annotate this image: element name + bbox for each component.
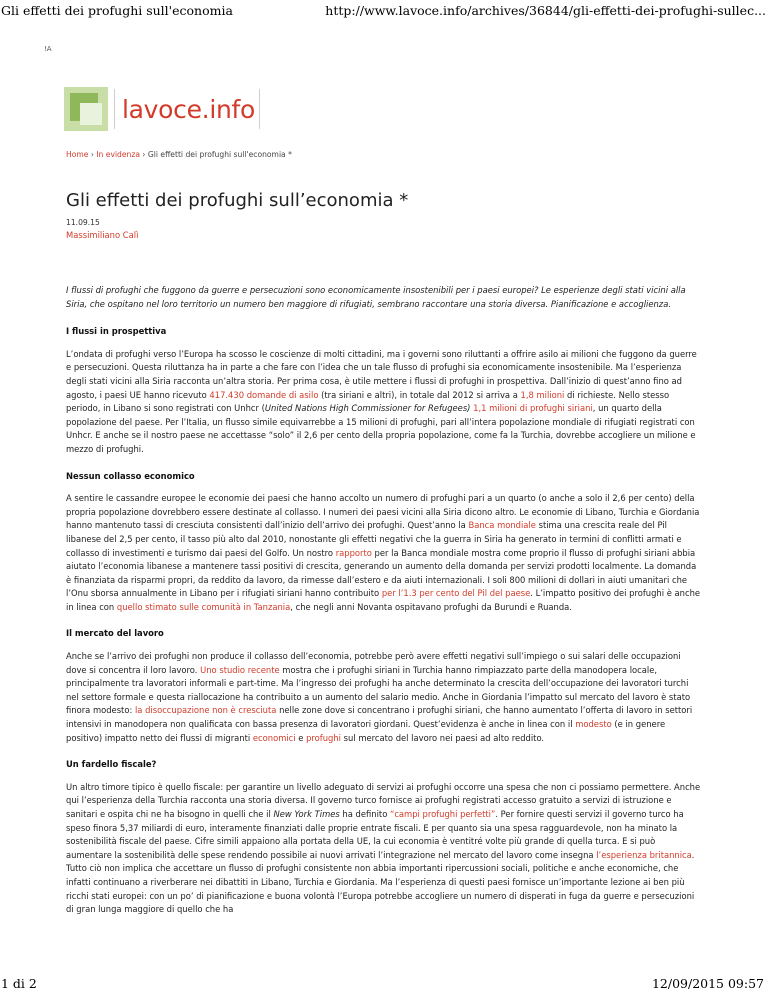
breadcrumb xyxy=(66,150,292,159)
inline-link[interactable]: l’esperienza britannica xyxy=(596,849,692,860)
logo-text: lavoce.info xyxy=(122,94,256,124)
inline-link[interactable]: quello stimato sulle comunità in Tanzania xyxy=(116,601,291,612)
section-heading: Un fardello fiscale? xyxy=(66,759,157,770)
paragraph: Un altro timore tipico è quello fiscale: per garantire un livello adeguato di servizi ai profughi occorre una spesa che non ci possiamo permettere. Anche qui l’esperienza della Turchia racconta una storia diversa. Il governo turco fornisce ai profughi registrati accesso gratuito a servizi di istruzione e sanitari e ospita chi ne ha bisogno in quelli che il New York Times ha definito “campi profughi perfetti”. Per fornire questi servizi il governo turco ha speso finora 5,37 miliardi di euro, interamente finanziati dalle proprie entrate fiscali. E per quanto sia una spesa ragguardevole, non ha minato la sostenibilità fiscale del paese. Cifre simili appaiono alla portata della UE, la cui economia è ventitré volte più grande di quella turca. E si può aumentare la sostenibilità delle spese rendendo possibile ai nuovi arrivati l’integrazione nel mercato del lavoro come insegna l’esperienza britannica. Tutto ciò non implica che accettare un flusso di profughi consistente non abbia importanti ripercussioni sociali, politiche e anche economiche, che infatti continuano a riverberare nei dibattiti in Libano, Turchia e Giordania. Ma l’esperienza di questi paesi fornisce un’importante lezione ai ben più ricchi stati europei: con un po’ di pianificazione e buona volontà l’Europa potrebbe accogliere un numero di disperati in fuga da guerre e persecuzioni di gran lunga maggiore di quello che ha xyxy=(66,781,701,915)
section-heading: I flussi in prospettiva xyxy=(66,326,167,337)
inline-link[interactable]: modesto xyxy=(575,719,612,730)
print-footer xyxy=(0,974,768,994)
article-title: Gli effetti dei profughi sull’economia * xyxy=(66,190,409,211)
inline-link[interactable]: economici xyxy=(252,732,296,743)
breadcrumb-separator: › xyxy=(88,150,97,159)
lavoce-logo-icon xyxy=(64,87,108,131)
inline-link[interactable]: per l’1.3 per cento del Pil del paese xyxy=(381,588,531,599)
inline-link[interactable]: profughi xyxy=(306,732,342,743)
article-lead: I flussi di profughi che fuggono da guerre e persecuzioni sono economicamente insostenibili per i paesi europei? Le esperienze degli stati vicini alla Siria, che ospitano nel loro territorio un numero ben maggiore di rifugiati, sembrano raccontare una storia diversa. Pianificazione e accoglienza. xyxy=(66,285,686,309)
paragraph: Anche se l’arrivo dei profughi non produce il collasso dell’economia, potrebbe però avere effetti negativi sull’impiego o sui salari delle occupazioni dove si concentra il loro lavoro. Uno studio recente mostra che i profughi siriani in Turchia hanno rimpiazzato parte della manodopera locale, principalmente tra lavoratori informali e part-time. Ma l’ingresso dei profughi ha anche determinato la crescita dell’occupazione dei lavoratori turchi nel settore formale e questa riallocazione ha contribuito a un aumento del salario medio. Anche in Giordania l’impatto sul mercato del lavoro è stato finora modesto: la disoccupazione non è cresciuta nelle zone dove si concentrano i profughi siriani, che hanno aumentato l’offerta di lavoro in settori intensivi in manodopera non qualificata con bassa presenza di lavoratori giordani. Quest’evidenza è anche in linea con il modesto (e in genere positivo) impatto netto dei flussi di migranti economici e profughi sul mercato del lavoro nei paesi ad alto reddito. xyxy=(66,651,693,743)
inline-link[interactable]: 417.430 domande di asilo xyxy=(209,389,319,400)
print-header xyxy=(0,0,768,22)
inline-link[interactable]: rapporto xyxy=(335,547,372,558)
inline-link[interactable]: Banca mondiale xyxy=(468,520,536,531)
print-header-title: Gli effetti dei profughi sull'economia xyxy=(1,3,233,18)
inline-link[interactable]: “campi profughi perfetti” xyxy=(389,809,496,819)
breadcrumb-current: Gli effetti dei profughi sull'economia * xyxy=(147,150,292,159)
section-heading: Il mercato del lavoro xyxy=(66,628,164,639)
breadcrumb-home-link[interactable]: Home xyxy=(66,150,89,159)
page-number: 1 di 2 xyxy=(1,976,37,991)
site-logo[interactable] xyxy=(64,86,256,132)
inline-link[interactable]: 1,8 milioni xyxy=(520,389,565,400)
breadcrumb-separator: › xyxy=(140,150,148,159)
print-datetime: 12/09/2015 09:57 xyxy=(651,976,764,991)
article-body xyxy=(66,284,702,930)
print-header-url: http://www.lavoce.info/archives/36844/gli-effetti-dei-profughi-sullec... xyxy=(325,3,766,18)
article-date: 11.09.15 xyxy=(66,218,100,227)
small-glyph: !A xyxy=(44,45,52,53)
breadcrumb-section-link[interactable]: In evidenza xyxy=(96,150,140,159)
inline-link[interactable]: 1,1 milioni di profughi siriani xyxy=(473,403,593,414)
paragraph: A sentire le cassandre europee le economie dei paesi che hanno accolto un numero di profughi pari a un quarto (o anche a solo il 2,6 per cento) della propria popolazione dovrebbero essere destinate al collasso. I numeri dei paesi vicini alla Siria dicono altro. Le economie di Libano, Turchia e Giordania hanno mantenuto tassi di cresciuta consistenti dall’inizio dell’arrivo dei profughi. Quest’anno la Banca mondiale stima una crescita reale del Pil libanese del 2,5 per cento, il tasso più alto dal 2010, nonostante gli effetti negativi che la guerra in Siria ha generato in termini di conflitti armati e collasso di investimenti e turismo dai paesi del Golfo. Un nostro rapporto per la Banca mondiale mostra come proprio il flusso di profughi siriani abbia aiutato l’economia libanese a mantenere tassi positivi di crescita, generando un aumento della domanda per servizi prodotti localmente. La domanda è finanziata da risparmi propri, da reddito da lavoro, da rimesse dall’estero e da aiuti internazionali. I soli 800 milioni di dollari in aiuti umanitari che l’Onu sborsa annualmente in Libano per i rifugiati siriani hanno contribuito per l’1.3 per cento del Pil del paese. L’impatto positivo dei profughi è anche in linea con quello stimato sulle comunità in Tanzania, che negli anni Novanta ospitavano profughi da Burundi e Ruanda. xyxy=(66,493,701,612)
author-link[interactable]: Massimiliano Calì xyxy=(66,230,139,240)
inline-link[interactable]: Uno studio recente xyxy=(200,664,280,675)
paragraph: L’ondata di profughi verso l’Europa ha scosso le coscienze di molti cittadini, ma i governi sono riluttanti a offrire asilo ai milioni che fuggono da guerre e persecuzioni. Questa riluttanza ha in parte a che fare con l’idea che un tale flusso di profughi sia economicamente insostenibile. Ma l’esperienza degli stati vicini alla Siria racconta un’altra storia. Per prima cosa, è utile mettere i flussi di profughi in prospettiva. Dall’inizio di quest’anno fino ad agosto, i paesi UE hanno ricevuto 417.430 domande di asilo (tra siriani e altri), in totale dal 2012 si arriva a 1,8 milioni di richieste. Nello stesso periodo, in Libano si sono registrati con Unhcr (United Nations High Commissioner for Refugees) 1,1 milioni di profughi siriani, un quarto della popolazione del paese. Per l’Italia, un flusso simile equivarrebbe a 15 milioni di profughi, pari all’intera popolazione mondiale di rifugiati registrati con Unhcr. E anche se il nostro paese ne accettasse “solo” il 2,6 per cento della propria popolazione, come fa la Turchia, dovrebbe accogliere un milione e mezzo di profughi. xyxy=(66,348,697,454)
section-heading: Nessun collasso economico xyxy=(66,470,195,481)
inline-link[interactable]: la disoccupazione non è cresciuta xyxy=(134,705,277,716)
